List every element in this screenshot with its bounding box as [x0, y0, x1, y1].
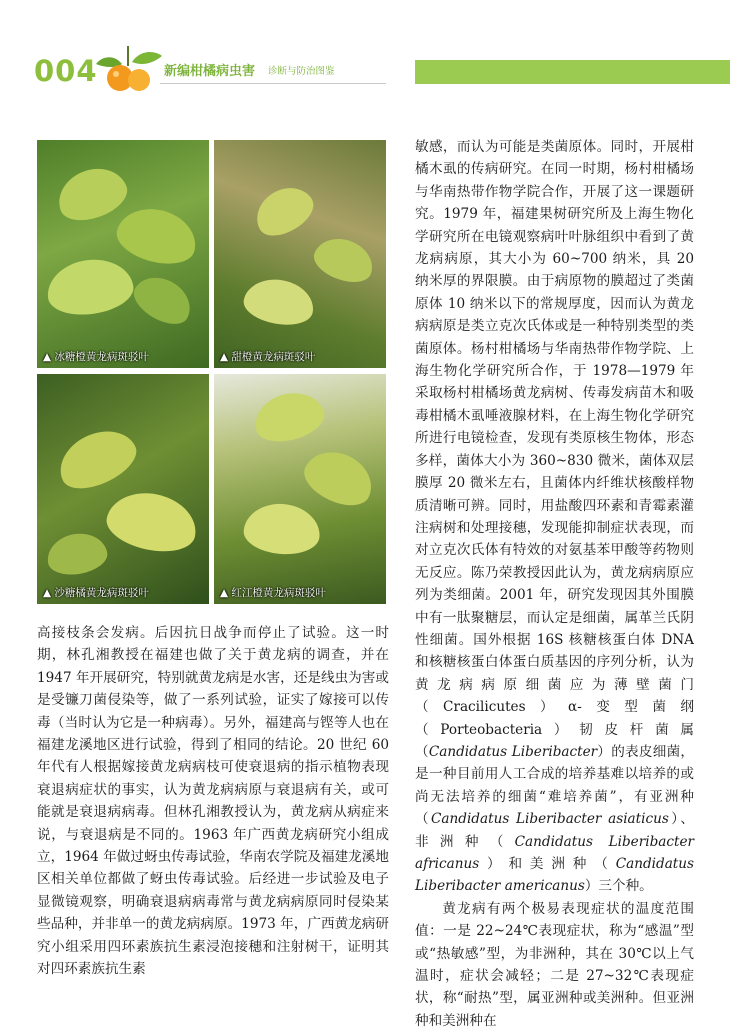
paragraph: 黄龙病有两个极易表现症状的温度范围值：一是 22~24℃表现症状，称为“感温”型或“热敏感”型，为非洲种，其在 30℃以上气温时，症状会减轻；二是 27~32℃表现症状，称“耐热”型，属亚洲种或美洲种。但亚洲种和美洲种在 [415, 900, 694, 1029]
species-america: Candidatus Liberibacter americanus [415, 856, 694, 895]
header-divider [160, 83, 386, 84]
photo-sweet-orange [214, 140, 386, 368]
orange-fruit-icon [92, 44, 164, 100]
book-subtitle: 诊断与防治图鉴 [268, 66, 335, 77]
photo-caption: ▲ 红江橙黄龙病斑驳叶 [220, 587, 326, 599]
photo-caption: ▲ 甜橙黄龙病斑驳叶 [220, 351, 316, 363]
photo-bingtang-orange [37, 140, 209, 368]
photo-caption: ▲ 冰糖橙黄龙病斑驳叶 [43, 351, 149, 363]
genus-name: Candidatus Liberibacter [428, 743, 598, 760]
book-title: 新编柑橘病虫害 [164, 64, 256, 79]
paragraph: 敏感，而认为可能是类菌原体。同时，开展柑橘木虱的传病研究。在同一时期，杨村柑橘场与华南热带作物学院合作，开展了这一课题研究。1979 年，福建果树研究所及上海生物化学研究所在电镜观察病叶叶脉组织中看到了黄龙病病原，其大小为 60~700 纳米，具 20 纳米厚的界限膜。由于病原物的膜超过了类菌原体 10 纳米以下的常规厚度，因而认为黄龙病病原是类立克次氏体或是一种特别类型的类菌原体。杨村柑橘场与华南热带作物学院、上海生物化学研究所合作，于 1978—1979 年采取杨村柑橘场黄龙病树、传毒发病苗木和吸毒柑橘木虱唾液腺材料，在上海生物化学研究所进行电镜检查，发现有类原核生物体，形态多样，菌体大小为 360~830 微米，菌体双层膜厚 20 微米左右，且菌体内纤维状核酸样物质清晰可辨。同时，用盐酸四环素和青霉素灌注病树和处理接穗，发现能抑制症状表现，而对立克次氏体有特效的对氨基苯甲酸等药物则无反应。陈乃荣教授因此认为，黄龙病病原应列为类细菌。2001 年，研究发现因其外围膜中有一肽聚糖层，而认定是细菌，属革兰氏阴性细菌。国外根据 16S 核糖核蛋白体 DNA 和核糖核蛋白体蛋白质基因的序列分析，认为黄龙病病原细菌应为薄壁菌门（Cracilicutes）α-变型菌纲（Porteobacteria）韧皮杆菌属（Candidatus Liberibacter）的表皮细菌，是一种目前用人工合成的培养基难以培养的或尚无法培养的细菌“难培养菌”，有亚洲种（Candidatus Liberibacter asiaticus）、非洲种（Candidatus Liberibacter africanus）和美洲种（Candidatus Liberibacter americanus）三个种。 [415, 139, 695, 895]
species-asia: Candidatus Liberibacter asiaticus [431, 811, 669, 828]
left-text-column [37, 622, 389, 981]
page-number: 004 [34, 54, 98, 88]
photo-shatang-mandarin [37, 374, 209, 604]
photo-caption: ▲ 沙糖橘黄龙病斑驳叶 [43, 587, 149, 599]
paragraph: 高接枝条会发病。后因抗日战争而停止了试验。这一时期，林孔湘教授在福建也做了关于黄龙病的调查，并在 1947 年开展研究，特别就黄龙病是水害，还是线虫为害或是受镰刀菌侵染等，做了一系列试验，证实了嫁接可以传毒（当时认为它是一种病毒）。另外，福建高与铿等人也在福建龙溪地区进行试验，得到了相同的结论。20 世纪 60 年代有人根据嫁接黄龙病病枝可使衰退病的指示植物表现衰退病症状的事实，认为黄龙病病原与衰退病有关，或可能就是衰退病病毒。但林孔湘教授认为，黄龙病从病症来说，与衰退病是不同的。1963 年广西黄龙病研究小组成立，1964 年做过蚜虫传毒试验，华南农学院及福建龙溪地区相关单位都做了蚜虫传毒试验。后经进一步试验及电子显微镜观察，明确衰退病病毒常与黄龙病病原同时侵染某些品种，并非单一的黄龙病病原。1973 年，广西黄龙病研究小组采用四环素族抗生素浸泡接穗和注射树干，证明其对四环素族抗生素 [37, 625, 389, 978]
species-africa: Candidatus Liberibacter africanus [415, 833, 694, 872]
right-text-column [415, 136, 694, 1032]
photo-hongjiang-orange [214, 374, 386, 604]
header-bar [415, 60, 730, 84]
